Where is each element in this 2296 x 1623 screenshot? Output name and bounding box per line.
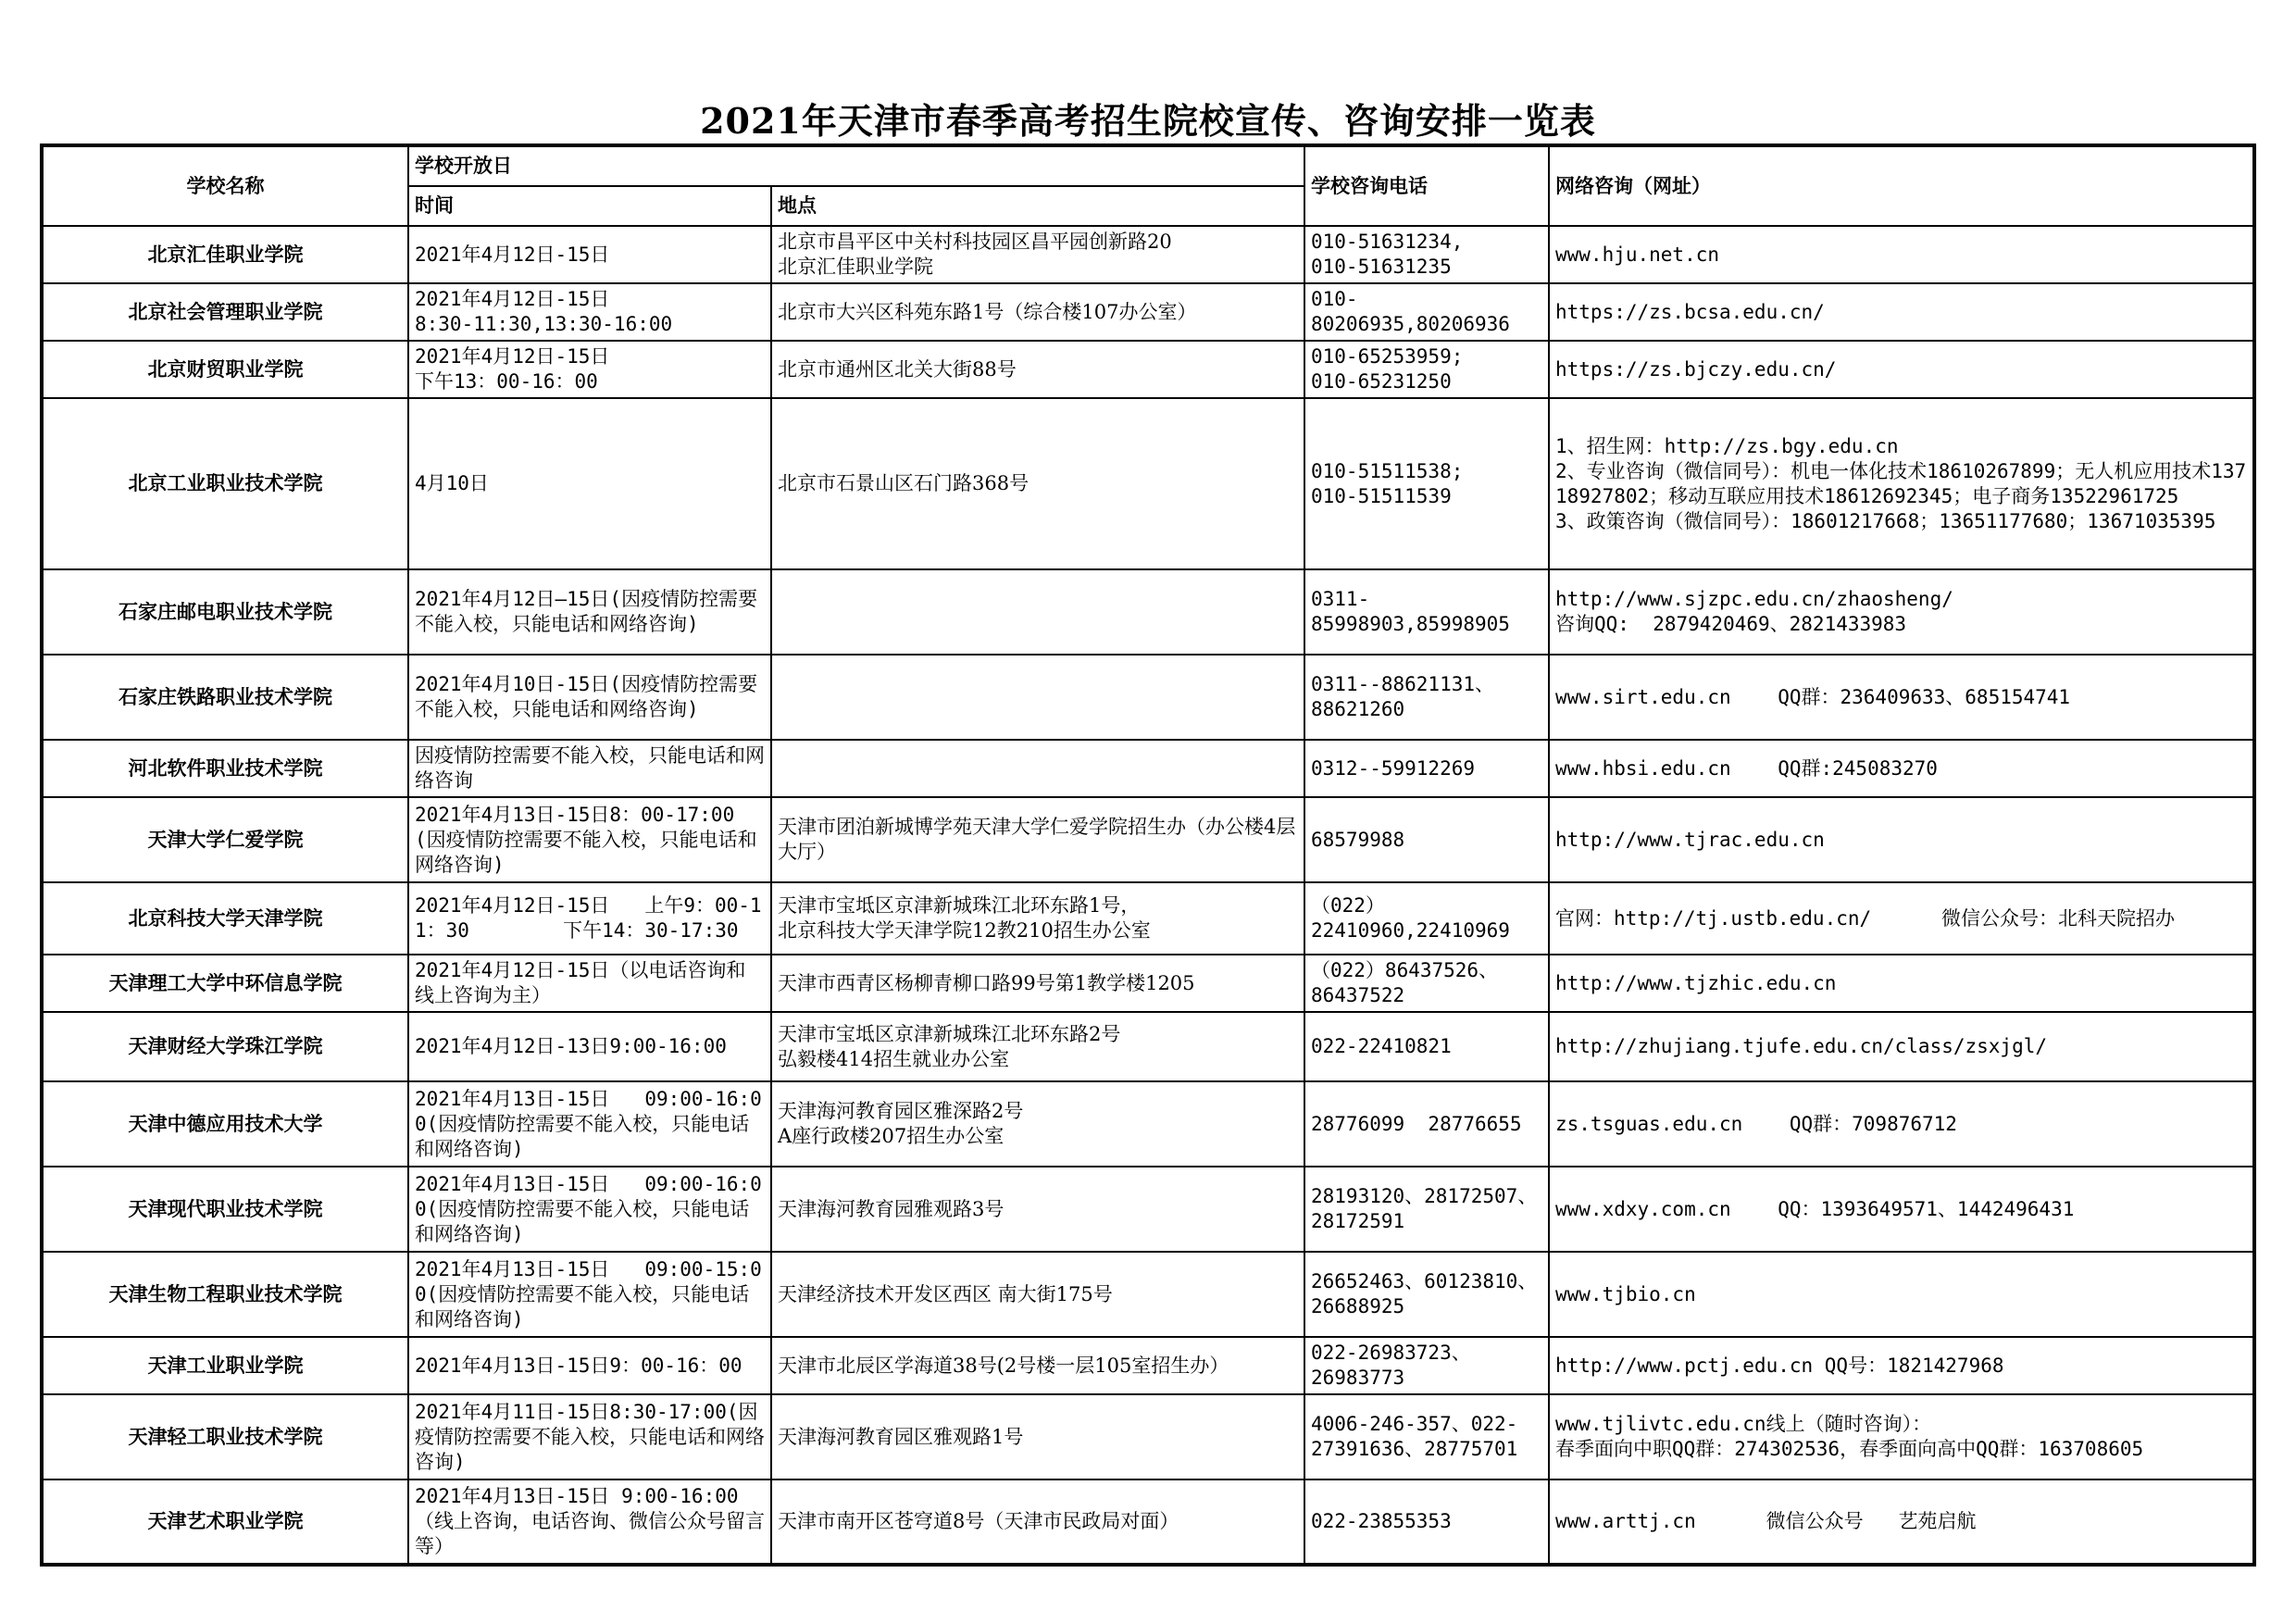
header-open-day: 学校开放日	[408, 145, 1304, 186]
table-row	[42, 740, 2254, 797]
cell-place	[771, 1252, 1304, 1337]
cell-place-line: 天津海河教育园区雅观路1号	[778, 1425, 1024, 1448]
cell-time-line: 2021年4月13日-15日 09:00-16:00(因疫情防控需要不能入校，只能电话和网络咨询)	[415, 1087, 762, 1160]
cell-school: 石家庄铁路职业技术学院	[42, 655, 408, 740]
cell-web	[1549, 1479, 2254, 1565]
cell-school: 北京社会管理职业学院	[42, 283, 408, 341]
cell-phone	[1304, 1012, 1549, 1081]
cell-time-line: 2021年4月12日-15日	[415, 288, 610, 310]
cell-place	[771, 226, 1304, 283]
cell-web-line: zs.tsguas.edu.cn QQ群：709876712	[1555, 1112, 1957, 1135]
cell-school: 北京科技大学天津学院	[42, 882, 408, 955]
cell-school: 天津理工大学中环信息学院	[42, 955, 408, 1012]
cell-phone-line: 4006-246-357、022-	[1311, 1413, 1518, 1435]
cell-web-line: http://www.tjrac.edu.cn	[1555, 828, 1825, 851]
cell-web	[1549, 398, 2254, 569]
cell-time	[408, 341, 771, 398]
cell-phone-line: 010-	[1311, 288, 1358, 310]
cell-place-line: 天津经济技术开发区西区 南大街175号	[778, 1282, 1113, 1305]
cell-phone	[1304, 955, 1549, 1012]
cell-school: 北京财贸职业学院	[42, 341, 408, 398]
cell-time	[408, 1479, 771, 1565]
cell-web-line: 1、招生网：http://zs.bgy.edu.cn	[1555, 434, 1899, 457]
cell-phone	[1304, 398, 1549, 569]
cell-phone-line: 0312--59912269	[1311, 756, 1476, 780]
cell-phone-line: （022）86437526、	[1311, 959, 1499, 981]
cell-phone	[1304, 655, 1549, 740]
cell-place	[771, 740, 1304, 797]
cell-place-line: 北京汇佳职业学院	[778, 256, 933, 278]
cell-web-line: http://zhujiang.tjufe.edu.cn/class/zsxjgl/	[1555, 1035, 2048, 1057]
cell-place	[771, 655, 1304, 740]
cell-phone-line: 022-26983723、	[1311, 1342, 1471, 1364]
cell-time	[408, 740, 771, 797]
cell-time-line: 因疫情防控需要不能入校，只能电话和网络咨询	[415, 744, 765, 792]
cell-time	[408, 655, 771, 740]
cell-school: 河北软件职业技术学院	[42, 740, 408, 797]
cell-time	[408, 1081, 771, 1167]
cell-phone	[1304, 1337, 1549, 1394]
table-row	[42, 1167, 2254, 1252]
cell-place-line: 北京市石景山区石门路368号	[778, 472, 1029, 494]
cell-web	[1549, 341, 2254, 398]
cell-time-line: 2021年4月13日-15日9：00-16：00	[415, 1354, 742, 1377]
cell-phone	[1304, 1394, 1549, 1479]
cell-place-line: 天津市西青区杨柳青柳口路99号第1教学楼1205	[778, 971, 1195, 994]
cell-web	[1549, 226, 2254, 283]
cell-web-line: http://www.sjzpc.edu.cn/zhaosheng/	[1555, 588, 1953, 610]
cell-time-line: 2021年4月12日-15日（以电话咨询和线上咨询为主）	[415, 959, 746, 1006]
cell-phone-line: 010-51631234,	[1311, 231, 1464, 253]
cell-time	[408, 1167, 771, 1252]
cell-place-line: 北京市通州区北关大街88号	[778, 357, 1017, 381]
cell-place-line: 天津市团泊新城博学苑天津大学仁爱学院招生办（办公楼4层大厅）	[778, 816, 1296, 863]
cell-web-line: www.tjlivtc.edu.cn线上（随时咨询）：	[1555, 1413, 1932, 1435]
header-phone: 学校咨询电话	[1304, 145, 1549, 226]
cell-place	[771, 283, 1304, 341]
table-row	[42, 955, 2254, 1012]
cell-web	[1549, 797, 2254, 882]
cell-phone-line: 68579988	[1311, 828, 1405, 851]
cell-phone-line: 0311--88621131、	[1311, 673, 1495, 695]
cell-phone	[1304, 882, 1549, 955]
cell-time-line: 2021年4月12日—15日(因疫情防控需要不能入校，只能电话和网络咨询)	[415, 588, 758, 635]
header-school: 学校名称	[42, 145, 408, 226]
schedule-table	[40, 144, 2256, 1567]
cell-web	[1549, 955, 2254, 1012]
table-row	[42, 398, 2254, 569]
cell-place-line: 天津市北辰区学海道38号(2号楼一层105室招生办）	[778, 1354, 1229, 1377]
cell-time-line: 4月10日	[415, 472, 489, 494]
table-row	[42, 1012, 2254, 1081]
cell-time-line: 2021年4月13日-15日8：00-17:00(因疫情防控需要不能入校，只能电话和网络咨询)	[415, 803, 757, 876]
cell-phone-line: 010-51511539	[1311, 484, 1452, 507]
cell-phone	[1304, 283, 1549, 341]
cell-school: 天津工业职业学院	[42, 1337, 408, 1394]
cell-place-line: 天津海河教育园雅观路3号	[778, 1197, 1004, 1220]
cell-time	[408, 797, 771, 882]
cell-web-line: www.hju.net.cn	[1555, 243, 1720, 266]
cell-school: 天津财经大学珠江学院	[42, 1012, 408, 1081]
cell-time-line: 2021年4月11日-15日8:30-17:00(因疫情防控需要不能入校，只能电话和网络咨询)	[415, 1400, 765, 1473]
cell-phone-line: 28193120、28172507、	[1311, 1185, 1538, 1207]
cell-web-line: www.tjbio.cn	[1555, 1282, 1696, 1305]
cell-web	[1549, 569, 2254, 655]
cell-phone	[1304, 569, 1549, 655]
cell-school: 石家庄邮电职业技术学院	[42, 569, 408, 655]
cell-phone-line: 86437522	[1311, 984, 1405, 1006]
cell-phone-line: 010-51631235	[1311, 256, 1452, 278]
cell-phone	[1304, 1167, 1549, 1252]
cell-phone-line: 85998903,85998905	[1311, 613, 1510, 635]
cell-school: 天津现代职业技术学院	[42, 1167, 408, 1252]
cell-web-line: www.sirt.edu.cn QQ群：236409633、685154741	[1555, 685, 2071, 708]
cell-time-line: 2021年4月13日-15日 9:00-16:00（线上咨询，电话咨询、微信公众号留言等）	[415, 1485, 765, 1557]
cell-phone-line: 010-65253959;	[1311, 345, 1464, 368]
cell-school: 天津艺术职业学院	[42, 1479, 408, 1565]
cell-web-line: 3、政策咨询（微信同号）：18601217668；13651177680；13671035395	[1555, 509, 2216, 532]
cell-place	[771, 1012, 1304, 1081]
cell-place-line: 天津市宝坻区京津新城珠江北环东路2号	[778, 1022, 1121, 1045]
cell-phone-line: 22410960,22410969	[1311, 919, 1510, 942]
cell-web	[1549, 655, 2254, 740]
cell-time-line: 2021年4月10日-15日(因疫情防控需要不能入校，只能电话和网络咨询)	[415, 673, 758, 720]
cell-phone-line: 022-23855353	[1311, 1510, 1452, 1532]
cell-place-line: 天津海河教育园区雅深路2号	[778, 1100, 1024, 1122]
cell-time-line: 2021年4月13日-15日 09:00-16:00(因疫情防控需要不能入校，只能电话和网络咨询)	[415, 1172, 762, 1245]
cell-place	[771, 1081, 1304, 1167]
cell-time	[408, 1012, 771, 1081]
cell-phone-line: 26652463、60123810、	[1311, 1270, 1538, 1292]
cell-web	[1549, 740, 2254, 797]
cell-web-line: http://www.tjzhic.edu.cn	[1555, 971, 1837, 994]
cell-web-line: https://zs.bcsa.edu.cn/	[1555, 300, 1825, 323]
cell-time-line: 下午13：00-16：00	[415, 370, 598, 393]
table-row	[42, 1337, 2254, 1394]
cell-place-line: 北京科技大学天津学院12教210招生办公室	[778, 919, 1151, 942]
cell-place	[771, 398, 1304, 569]
cell-phone	[1304, 1081, 1549, 1167]
cell-time	[408, 1252, 771, 1337]
table-row	[42, 882, 2254, 955]
table-row	[42, 341, 2254, 398]
cell-web	[1549, 1394, 2254, 1479]
cell-place-line: 北京市昌平区中关村科技园区昌平园创新路20	[778, 231, 1172, 253]
cell-phone	[1304, 740, 1549, 797]
cell-place	[771, 341, 1304, 398]
cell-school: 天津生物工程职业技术学院	[42, 1252, 408, 1337]
cell-place	[771, 882, 1304, 955]
cell-web-line: www.hbsi.edu.cn QQ群:245083270	[1555, 756, 1938, 780]
table-row	[42, 226, 2254, 283]
cell-place-line: 天津市宝坻区京津新城珠江北环东路1号，	[778, 894, 1141, 917]
cell-web-line: https://zs.bjczy.edu.cn/	[1555, 357, 1837, 381]
cell-place	[771, 797, 1304, 882]
cell-web-line: 2、专业咨询（微信同号）：机电一体化技术18610267899；无人机应用技术13718927802；移动互联应用技术18612692345；电子商务13522961725	[1555, 459, 2247, 507]
cell-place	[771, 569, 1304, 655]
cell-school: 天津大学仁爱学院	[42, 797, 408, 882]
cell-place-line: 天津市南开区苍穹道8号（天津市民政局对面）	[778, 1510, 1179, 1532]
cell-web	[1549, 1252, 2254, 1337]
cell-phone-line: 0311-	[1311, 588, 1370, 610]
cell-phone-line: 28172591	[1311, 1210, 1405, 1232]
table-row	[42, 797, 2254, 882]
cell-phone	[1304, 341, 1549, 398]
cell-place	[771, 1479, 1304, 1565]
cell-time-line: 2021年4月12日-15日 上午9：00-11：30 下午14：30-17:30	[415, 894, 762, 942]
cell-school: 天津轻工职业技术学院	[42, 1394, 408, 1479]
cell-time-line: 2021年4月12日-15日	[415, 243, 610, 266]
cell-time	[408, 955, 771, 1012]
cell-place-line: 北京市大兴区科苑东路1号（综合楼107办公室）	[778, 300, 1197, 323]
table-row	[42, 1252, 2254, 1337]
cell-web	[1549, 1167, 2254, 1252]
table-row	[42, 1479, 2254, 1565]
cell-phone-line: 28776099 28776655	[1311, 1112, 1522, 1135]
cell-phone	[1304, 1252, 1549, 1337]
table-row	[42, 569, 2254, 655]
cell-web-line: www.arttj.cn 微信公众号 艺苑启航	[1555, 1510, 1977, 1532]
cell-web-line: 春季面向中职QQ群：274302536，春季面向高中QQ群：163708605	[1555, 1438, 2144, 1460]
cell-school: 北京工业职业技术学院	[42, 398, 408, 569]
cell-web-line: http://www.pctj.edu.cn QQ号：1821427968	[1555, 1354, 2004, 1377]
cell-time	[408, 569, 771, 655]
cell-phone	[1304, 1479, 1549, 1565]
cell-place	[771, 1394, 1304, 1479]
cell-phone-line: 26688925	[1311, 1295, 1405, 1317]
cell-web	[1549, 1012, 2254, 1081]
header-web: 网络咨询（网址）	[1549, 145, 2254, 226]
table-row	[42, 655, 2254, 740]
cell-time-line: 2021年4月12日-13日9:00-16:00	[415, 1035, 727, 1057]
cell-place	[771, 1167, 1304, 1252]
cell-phone-line: 010-65231250	[1311, 370, 1452, 393]
cell-phone	[1304, 797, 1549, 882]
cell-web-line: 咨询QQ: 2879420469、2821433983	[1555, 613, 1907, 635]
cell-time	[408, 283, 771, 341]
cell-web-line: www.xdxy.com.cn QQ：1393649571、1442496431	[1555, 1197, 2075, 1220]
cell-phone-line: 26983773	[1311, 1367, 1405, 1389]
cell-place-line: 弘毅楼414招生就业办公室	[778, 1047, 1010, 1070]
cell-time	[408, 882, 771, 955]
cell-time-line: 2021年4月12日-15日	[415, 345, 610, 368]
cell-time-line: 2021年4月13日-15日 09:00-15:00(因疫情防控需要不能入校，只能电话和网络咨询)	[415, 1257, 762, 1330]
cell-place	[771, 955, 1304, 1012]
cell-web	[1549, 283, 2254, 341]
page-title: 2021年天津市春季高考招生院校宣传、咨询安排一览表	[700, 100, 1596, 142]
cell-phone	[1304, 226, 1549, 283]
header-place: 地点	[771, 186, 1304, 226]
table-row	[42, 1394, 2254, 1479]
cell-phone-line: 022-22410821	[1311, 1035, 1452, 1057]
cell-time	[408, 1394, 771, 1479]
cell-web	[1549, 1081, 2254, 1167]
header-time: 时间	[408, 186, 771, 226]
cell-time	[408, 226, 771, 283]
cell-web	[1549, 1337, 2254, 1394]
cell-phone-line: 27391636、28775701	[1311, 1438, 1518, 1460]
cell-time-line: 8:30-11:30,13:30-16:00	[415, 313, 673, 335]
cell-school: 天津中德应用技术大学	[42, 1081, 408, 1167]
cell-time	[408, 398, 771, 569]
cell-phone-line: 88621260	[1311, 698, 1405, 720]
cell-place-line: A座行政楼207招生办公室	[778, 1125, 1004, 1147]
cell-web-line: 官网：http://tj.ustb.edu.cn/ 微信公众号：北科天院招办	[1555, 906, 2176, 930]
cell-phone-line: 010-51511538;	[1311, 459, 1464, 482]
header-row-1	[42, 145, 2254, 186]
cell-web	[1549, 882, 2254, 955]
cell-school: 北京汇佳职业学院	[42, 226, 408, 283]
cell-phone-line: （022）	[1311, 894, 1385, 917]
cell-place	[771, 1337, 1304, 1394]
cell-time	[408, 1337, 771, 1394]
table-row	[42, 283, 2254, 341]
table-row	[42, 1081, 2254, 1167]
cell-phone-line: 80206935,80206936	[1311, 313, 1510, 335]
